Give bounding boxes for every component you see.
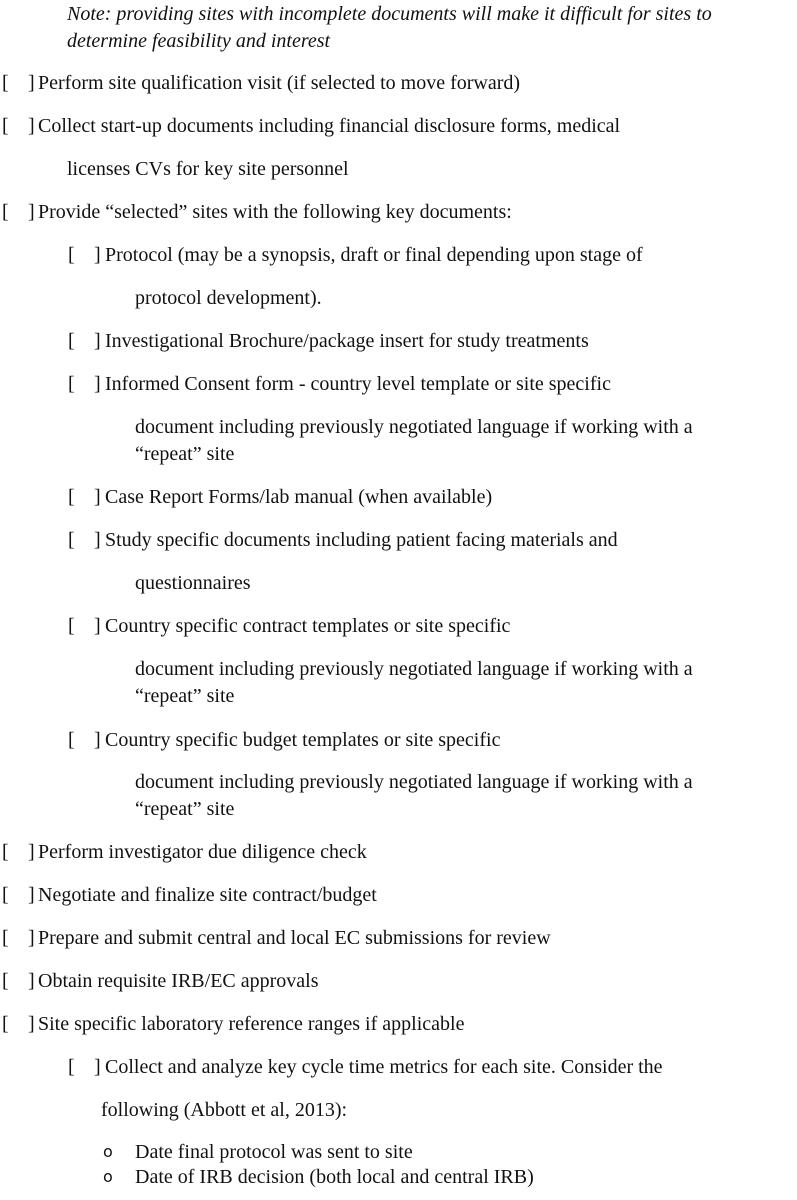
bullet-irb-decision: Date of IRB decision (both local and central IRB) [135,1166,534,1188]
sub-budget-line-1: Country specific budget templates or site specific [105,729,501,751]
sub-crf: Case Report Forms/lab manual (when available) [105,486,493,508]
note-line-2: determine feasibility and interest [67,30,331,52]
bullet-marker: o [103,1142,113,1161]
sub-contract-line-3: “repeat” site [135,685,235,707]
sub-cycle-metrics-line-2: following (Abbott et al, 2013): [101,1099,348,1121]
sub-study-docs-line-1: Study specific documents including patient facing materials and [105,529,618,551]
sub-protocol-line-2: protocol development). [135,287,322,309]
sub-consent-line-1: Informed Consent form - country level template or site specific [105,373,611,395]
sub-budget-line-2: document including previously negotiated language if working with a [135,771,693,793]
sub-brochure: Investigational Brochure/package insert for study treatments [105,330,589,352]
sub-cycle-metrics-line-1: Collect and analyze key cycle time metrics for each site. Consider the [105,1056,663,1078]
sub-consent-line-3: “repeat” site [135,443,235,465]
bullet-marker: o [103,1167,113,1186]
note-line-1: Note: providing sites with incomplete documents will make it difficult for sites to [67,3,712,25]
sub-contract-line-2: document including previously negotiated language if working with a [135,658,693,680]
item-collect-startup-line-2: licenses CVs for key site personnel [67,158,349,180]
item-collect-startup-line-1: Collect start-up documents including financial disclosure forms, medical [38,115,621,137]
sub-consent-line-2: document including previously negotiated language if working with a [135,416,693,438]
sub-budget-line-3: “repeat” site [135,798,235,820]
item-ec-submissions: Prepare and submit central and local EC submissions for review [38,927,551,949]
item-due-diligence: Perform investigator due diligence check [38,841,367,863]
item-qualification-visit: Perform site qualification visit (if selected to move forward) [38,72,521,94]
sub-contract-line-1: Country specific contract templates or site specific [105,615,511,637]
sub-study-docs-line-2: questionnaires [135,572,251,594]
item-negotiate: Negotiate and finalize site contract/budget [38,884,377,906]
item-lab-ranges: Site specific laboratory reference ranges if applicable [38,1013,465,1035]
item-provide-selected: Provide “selected” sites with the following key documents: [38,201,512,223]
item-approvals: Obtain requisite IRB/EC approvals [38,970,319,992]
bullet-protocol-sent: Date final protocol was sent to site [135,1141,413,1163]
sub-protocol-line-1: Protocol (may be a synopsis, draft or final depending upon stage of [105,244,643,266]
